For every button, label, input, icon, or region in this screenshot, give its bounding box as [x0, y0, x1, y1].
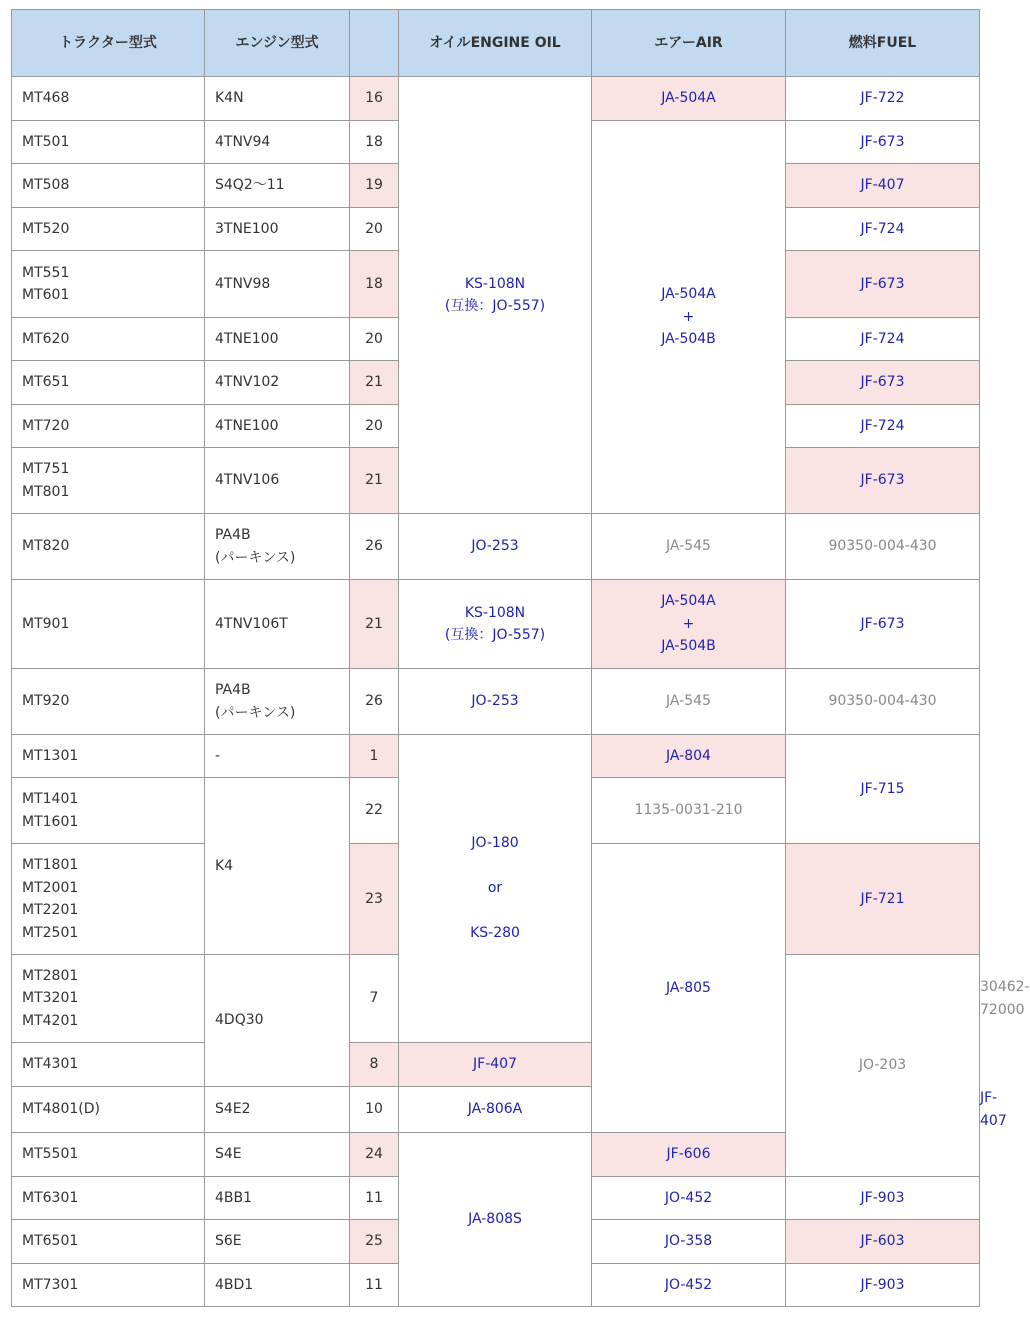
tractor-model-cell-line: MT1601 [22, 813, 79, 830]
fuel-filter-cell-line: JF-407 [860, 177, 905, 194]
engine-oil-filter-cell [592, 1264, 786, 1307]
number-cell: 21 [350, 448, 399, 514]
engine-oil-filter-cell-line: KS-108N [464, 275, 526, 292]
fuel-filter-cell [786, 448, 980, 514]
tractor-model-cell-line: MT501 [22, 133, 70, 150]
tractor-model-cell-line: MT1801 [22, 857, 79, 873]
tractor-model-cell [12, 361, 205, 405]
engine-model-cell [205, 77, 350, 121]
header-tractor-model: トラクター型式 [12, 10, 205, 77]
engine-model-cell-line: S4Q2～11 [215, 177, 285, 194]
tractor-model-cell [12, 1177, 205, 1220]
fuel-filter-cell [786, 514, 980, 580]
fuel-filter-cell-line: JF-603 [860, 1233, 905, 1250]
engine-oil-filter-cell-line: KS-108N [464, 604, 526, 621]
engine-model-cell [205, 735, 350, 778]
number-cell: 7 [350, 955, 399, 1043]
engine-model-cell [205, 955, 350, 1087]
tractor-model-cell [12, 77, 205, 121]
engine-model-cell-line: 4DQ30 [215, 1012, 264, 1029]
engine-model-cell-line: 4TNV106T [215, 615, 288, 632]
tractor-model-cell-line: MT2001 [22, 879, 79, 896]
engine-model-cell [205, 121, 350, 164]
fuel-filter-cell-line: JF-673 [860, 472, 905, 489]
engine-model-cell-line: - [215, 747, 221, 764]
engine-oil-filter-cell-line: KS-280 [470, 925, 520, 942]
air-filter-cell-line: JA-806A [467, 1101, 523, 1118]
engine-oil-filter-cell-line: JO-203 [858, 1057, 907, 1074]
engine-oil-filter-cell [399, 735, 592, 1043]
fuel-filter-cell [786, 735, 980, 844]
air-filter-cell [592, 77, 786, 121]
fuel-filter-cell-line: JF-903 [860, 1189, 905, 1206]
air-filter-cell-line: JA-805 [666, 979, 711, 996]
tractor-model-cell-line: MT1301 [22, 747, 79, 764]
air-filter-cell [592, 121, 786, 514]
table-row [12, 580, 980, 669]
fuel-filter-cell-line: JF-673 [860, 615, 905, 632]
tractor-model-cell-line: MT820 [22, 538, 70, 555]
tractor-model-cell-line: MT4301 [22, 1056, 79, 1073]
tractor-model-cell-line: MT601 [22, 287, 70, 303]
engine-model-cell [205, 164, 350, 208]
fuel-filter-cell [786, 318, 980, 361]
engine-model-cell-line: PA4B [215, 527, 251, 543]
engine-oil-filter-cell-line: (互換：JO-557) [444, 627, 546, 643]
header-number [350, 10, 399, 77]
tractor-model-cell [12, 669, 205, 735]
number-cell: 25 [350, 1220, 399, 1264]
air-filter-cell-line: JA-545 [666, 693, 711, 710]
number-cell: 11 [350, 1177, 399, 1220]
filter-table-container [11, 9, 1030, 1307]
fuel-filter-cell [786, 1177, 980, 1220]
tractor-model-cell-line: MT5501 [22, 1146, 79, 1163]
engine-model-cell-line: S4E [215, 1146, 242, 1163]
tractor-model-cell [12, 318, 205, 361]
fuel-filter-cell [786, 844, 980, 955]
number-cell: 23 [350, 844, 399, 955]
number-cell: 21 [350, 361, 399, 405]
tractor-model-cell-line: MT551 [22, 264, 70, 281]
fuel-filter-cell-line: JF-715 [860, 780, 905, 797]
number-cell: 24 [350, 1133, 399, 1177]
engine-model-cell [205, 318, 350, 361]
engine-model-cell-line: K4N [215, 90, 244, 107]
engine-model-cell [205, 778, 350, 955]
fuel-filter-cell [786, 405, 980, 448]
table-row [12, 514, 980, 580]
tractor-model-cell-line: MT4201 [22, 1012, 79, 1029]
air-filter-cell [592, 580, 786, 669]
engine-oil-filter-cell-line [399, 855, 591, 878]
engine-model-cell-line: 4TNV94 [215, 133, 271, 150]
tractor-model-cell [12, 1087, 205, 1133]
engine-oil-filter-cell-line: JO-253 [471, 538, 519, 555]
fuel-filter-cell-line: 90350-004-430 [828, 693, 937, 710]
tractor-model-cell-line: MT4801(D) [22, 1101, 100, 1118]
number-cell: 20 [350, 405, 399, 448]
air-filter-cell-line: JA-545 [666, 538, 711, 555]
tractor-model-cell-line: MT651 [22, 374, 70, 391]
engine-model-cell [205, 514, 350, 580]
engine-oil-filter-cell-line: JO-358 [664, 1233, 713, 1250]
tractor-model-cell [12, 1220, 205, 1264]
tractor-model-cell-line: MT720 [22, 417, 70, 434]
tractor-model-cell-line: MT2801 [22, 967, 79, 984]
engine-oil-filter-cell-line: or [487, 880, 503, 897]
table-row: MT2801 MT3201 MT4201 4DQ30 7 JO-203 30462-72000 [12, 955, 980, 1043]
header-row [12, 10, 980, 77]
fuel-filter-cell [786, 1220, 980, 1264]
air-filter-cell-line: JA-504A [661, 90, 716, 107]
tractor-model-cell-line: MT508 [22, 177, 70, 194]
air-filter-cell [592, 844, 786, 1133]
tractor-model-cell-line: MT801 [22, 483, 70, 500]
engine-oil-filter-cell-line: (互換：JO-557) [444, 298, 546, 314]
fuel-filter-cell [592, 1133, 786, 1177]
air-filter-cell [592, 669, 786, 735]
number-cell: 22 [350, 778, 399, 844]
tractor-model-cell [12, 405, 205, 448]
number-cell: 26 [350, 669, 399, 735]
engine-model-cell-line: S4E2 [215, 1101, 251, 1118]
engine-model-cell-line: 4TNV102 [215, 374, 280, 391]
engine-model-cell-line: 4TNV106 [215, 472, 280, 489]
fuel-filter-cell-line: JF-721 [860, 890, 905, 907]
tractor-model-cell [12, 778, 205, 844]
engine-model-cell [205, 1087, 350, 1133]
engine-model-cell [205, 669, 350, 735]
air-filter-cell [399, 1133, 592, 1307]
tractor-model-cell-line: MT1401 [22, 791, 79, 807]
fuel-filter-cell-line: JF-673 [860, 275, 905, 292]
number-cell: 19 [350, 164, 399, 208]
filter-compatibility-table [11, 9, 1030, 1307]
fuel-filter-cell [786, 580, 980, 669]
engine-oil-filter-cell-line [399, 900, 591, 923]
number-cell: 8 [350, 1043, 399, 1087]
engine-model-cell-line: 3TNE100 [215, 220, 279, 237]
air-filter-cell-line: + [682, 615, 695, 632]
fuel-filter-cell-line: JF-407 [473, 1056, 517, 1073]
tractor-model-cell [12, 735, 205, 778]
engine-oil-filter-cell [592, 1220, 786, 1264]
engine-model-cell [205, 1177, 350, 1220]
tractor-model-cell-line: MT751 [22, 461, 70, 477]
engine-model-cell-line: 4BB1 [215, 1189, 253, 1206]
number-cell: 10 [350, 1087, 399, 1133]
fuel-filter-cell-line: JF-724 [860, 417, 905, 434]
table-row [12, 77, 980, 121]
air-filter-cell [399, 1087, 592, 1133]
engine-model-cell [205, 1264, 350, 1307]
tractor-model-cell-line: MT468 [22, 90, 70, 107]
air-filter-cell-line: JA-808S [468, 1211, 522, 1228]
tractor-model-cell [12, 955, 205, 1043]
tractor-model-cell [12, 164, 205, 208]
engine-oil-filter-cell-line: JO-452 [664, 1276, 713, 1293]
air-filter-cell [592, 735, 786, 778]
tractor-model-cell [12, 448, 205, 514]
number-cell: 11 [350, 1264, 399, 1307]
tractor-model-cell-line: MT3201 [22, 990, 79, 1007]
tractor-model-cell [12, 1133, 205, 1177]
tractor-model-cell-line: MT620 [22, 330, 70, 347]
number-cell: 18 [350, 251, 399, 318]
engine-model-cell [205, 1220, 350, 1264]
fuel-filter-cell-line: 90350-004-430 [828, 538, 937, 555]
air-filter-cell-line: JA-804 [666, 747, 711, 764]
engine-model-cell-line: S6E [215, 1233, 242, 1250]
tractor-model-cell [12, 251, 205, 318]
air-filter-cell [592, 514, 786, 580]
air-filter-cell-line: JA-504A [661, 286, 716, 303]
number-cell: 20 [350, 318, 399, 361]
fuel-filter-cell [786, 164, 980, 208]
header-air: エアーAIR [592, 10, 786, 77]
engine-model-cell [205, 405, 350, 448]
fuel-filter-cell-line: JF-724 [860, 220, 905, 237]
tractor-model-cell [12, 580, 205, 669]
engine-model-cell-line: 4TNE100 [215, 330, 279, 347]
header-fuel: 燃料FUEL [786, 10, 980, 77]
number-cell: 20 [350, 208, 399, 251]
engine-oil-filter-cell-line: JO-452 [664, 1189, 713, 1206]
air-filter-cell-line: JA-504B [661, 638, 716, 655]
fuel-filter-cell-line: JF-903 [860, 1276, 905, 1293]
fuel-filter-cell [399, 1043, 592, 1087]
fuel-filter-cell-line: JF-606 [666, 1146, 711, 1163]
engine-model-cell [205, 1133, 350, 1177]
engine-model-cell-line: 4TNV98 [215, 275, 271, 292]
engine-model-cell-line: 4BD1 [215, 1276, 254, 1293]
engine-oil-filter-cell [399, 669, 592, 735]
engine-oil-filter-cell-line: JO-180 [471, 835, 519, 852]
engine-model-cell [205, 251, 350, 318]
air-filter-cell [592, 778, 786, 844]
engine-model-cell [205, 208, 350, 251]
fuel-filter-cell [786, 77, 980, 121]
fuel-filter-cell [786, 361, 980, 405]
tractor-model-cell [12, 514, 205, 580]
tractor-model-cell [12, 844, 205, 955]
tractor-model-cell [12, 1043, 205, 1087]
fuel-filter-cell-line: JF-673 [860, 133, 905, 150]
engine-oil-filter-cell [399, 514, 592, 580]
air-filter-cell-line: 1135-0031-210 [634, 802, 743, 819]
engine-oil-filter-cell [786, 955, 980, 1177]
tractor-model-cell-line: MT920 [22, 693, 70, 710]
fuel-filter-cell [786, 208, 980, 251]
air-filter-cell-line: JA-504A [661, 593, 716, 610]
number-cell: 26 [350, 514, 399, 580]
table-row [12, 669, 980, 735]
fuel-filter-cell [786, 121, 980, 164]
engine-model-cell [205, 361, 350, 405]
tractor-model-cell [12, 1264, 205, 1307]
tractor-model-cell [12, 121, 205, 164]
header-engine-oil: オイルENGINE OIL [399, 10, 592, 77]
fuel-filter-cell-line: JF-722 [860, 90, 905, 107]
engine-model-cell [205, 448, 350, 514]
tractor-model-cell-line: MT2201 [22, 902, 79, 918]
engine-model-cell-line: PA4B [215, 682, 251, 698]
number-cell: 16 [350, 77, 399, 121]
engine-model-cell-line: (パーキンス) [215, 549, 296, 566]
engine-oil-filter-cell-line: JO-253 [471, 693, 519, 710]
fuel-filter-cell-line: JF-673 [860, 374, 905, 391]
tractor-model-cell-line: MT520 [22, 220, 70, 237]
number-cell: 21 [350, 580, 399, 669]
fuel-filter-cell [786, 669, 980, 735]
air-filter-cell-line: + [682, 308, 695, 325]
tractor-model-cell [12, 208, 205, 251]
engine-oil-filter-cell [399, 77, 592, 514]
engine-model-cell [205, 580, 350, 669]
tractor-model-cell-line: MT2501 [22, 924, 79, 941]
header-engine-model: エンジン型式 [205, 10, 350, 77]
tractor-model-cell-line: MT6301 [22, 1189, 79, 1206]
engine-model-cell-line: 4TNE100 [215, 417, 279, 434]
fuel-filter-cell [786, 1264, 980, 1307]
tractor-model-cell-line: MT7301 [22, 1276, 79, 1293]
table-row: MT4801(D) S4E2 10 JA-806A JF-407 [12, 1087, 980, 1133]
tractor-model-cell-line: MT901 [22, 615, 70, 632]
number-cell: 1 [350, 735, 399, 778]
engine-model-cell-line: K4 [215, 857, 234, 874]
engine-oil-filter-cell [399, 580, 592, 669]
fuel-filter-cell-line: JF-724 [860, 330, 905, 347]
fuel-filter-cell [786, 251, 980, 318]
table-row [12, 735, 980, 778]
air-filter-cell-line: JA-504B [661, 331, 716, 348]
engine-oil-filter-cell [592, 1177, 786, 1220]
engine-model-cell-line: (パーキンス) [215, 704, 296, 721]
number-cell: 18 [350, 121, 399, 164]
tractor-model-cell-line: MT6501 [22, 1233, 79, 1250]
